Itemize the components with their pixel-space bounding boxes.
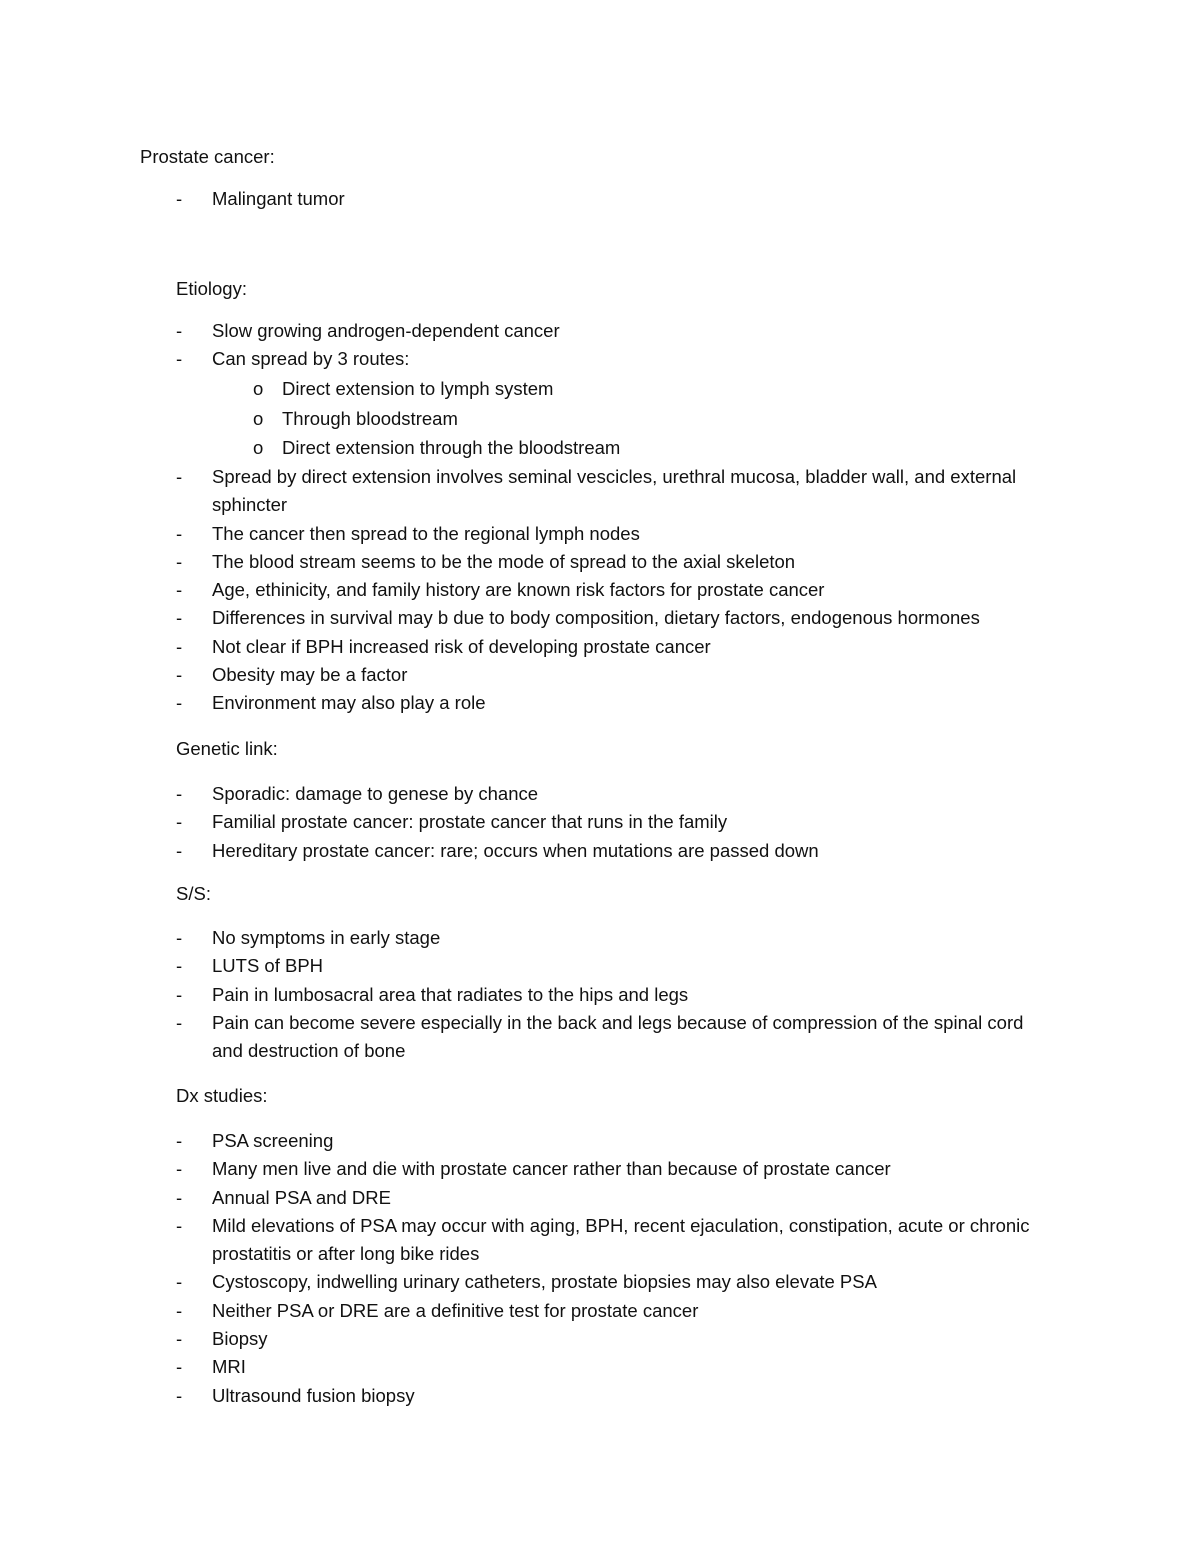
circle-bullet: o	[253, 407, 264, 429]
list-item: - Neither PSA or DRE are a definitive test for prostate cancer	[176, 1297, 1056, 1325]
dash-bullet: -	[176, 522, 183, 544]
list-item: - PSA screening	[176, 1127, 1056, 1155]
list-item: - Malingant tumor	[176, 185, 1056, 213]
list-item: - MRI	[176, 1353, 1056, 1381]
dash-bullet: -	[176, 1271, 183, 1293]
list-item: - Not clear if BPH increased risk of developing prostate cancer	[176, 633, 1056, 661]
section-heading-etiology: Etiology:	[176, 278, 247, 299]
list-item: - No symptoms in early stage	[176, 924, 1056, 952]
dash-bullet: -	[176, 1214, 183, 1236]
list-item: - The cancer then spread to the regional lymph nodes	[176, 520, 1056, 548]
list-item: - Familial prostate cancer: prostate cancer that runs in the family	[176, 808, 1056, 836]
dash-bullet: -	[176, 1328, 183, 1350]
dash-bullet: -	[176, 550, 183, 572]
list-item: - Biopsy	[176, 1325, 1056, 1353]
dash-bullet: -	[176, 188, 183, 209]
dash-bullet: -	[176, 320, 183, 341]
list-item: - Annual PSA and DRE	[176, 1184, 1056, 1212]
etiology-list	[176, 317, 1056, 374]
dash-bullet: -	[176, 664, 183, 686]
dash-bullet: -	[176, 1130, 183, 1151]
list-item: - Obesity may be a factor	[176, 661, 1056, 689]
list-item: - Spread by direct extension involves seminal vescicles, urethral mucosa, bladder wall, and external sphincter	[176, 463, 1056, 520]
dash-bullet: -	[176, 607, 183, 629]
dash-bullet: -	[176, 348, 183, 370]
sub-list-item: o Through bloodstream	[176, 404, 1056, 434]
dash-bullet: -	[176, 1384, 183, 1406]
dash-bullet: -	[176, 927, 183, 948]
list-item: - Age, ethinicity, and family history are known risk factors for prostate cancer	[176, 576, 1056, 604]
list-item: - Mild elevations of PSA may occur with aging, BPH, recent ejaculation, constipation, acute or chronic prostatitis or after long bike rides	[176, 1212, 1056, 1269]
dash-bullet: -	[176, 635, 183, 657]
sub-list-item: o Direct extension through the bloodstream	[176, 433, 1056, 463]
document-title: Prostate cancer:	[140, 146, 275, 167]
intro-list	[176, 185, 1056, 213]
dash-bullet: -	[176, 811, 183, 833]
etiology-sublist	[176, 374, 1056, 463]
list-item: - The blood stream seems to be the mode of spread to the axial skeleton	[176, 548, 1056, 576]
list-item: - LUTS of BPH	[176, 952, 1056, 980]
dash-bullet: -	[176, 1186, 183, 1208]
dash-bullet: -	[176, 1356, 183, 1378]
dash-bullet: -	[176, 1158, 183, 1180]
list-item: - Environment may also play a role	[176, 689, 1056, 717]
dash-bullet: -	[176, 1011, 183, 1033]
section-heading-dx-studies: Dx studies:	[176, 1085, 268, 1106]
list-item: - Many men live and die with prostate cancer rather than because of prostate cancer	[176, 1155, 1056, 1183]
dash-bullet: -	[176, 839, 183, 861]
genetic-list	[176, 780, 1056, 865]
list-item: - Differences in survival may b due to body composition, dietary factors, endogenous hormones	[176, 604, 1056, 632]
sub-list-item: o Direct extension to lymph system	[176, 374, 1056, 404]
circle-bullet: o	[253, 378, 264, 399]
etiology-list-continued	[176, 463, 1056, 718]
dash-bullet: -	[176, 579, 183, 601]
dx-studies-list	[176, 1127, 1056, 1410]
list-item: - Pain can become severe especially in the back and legs because of compression of the spinal cord and destruction of bone	[176, 1009, 1056, 1066]
circle-bullet: o	[253, 437, 264, 458]
list-item: - Slow growing androgen-dependent cancer	[176, 317, 1056, 345]
dash-bullet: -	[176, 783, 183, 804]
dash-bullet: -	[176, 1299, 183, 1321]
list-item: - Cystoscopy, indwelling urinary catheters, prostate biopsies may also elevate PSA	[176, 1268, 1056, 1296]
list-item: - Sporadic: damage to genese by chance	[176, 780, 1056, 808]
dash-bullet: -	[176, 466, 183, 487]
dash-bullet: -	[176, 692, 183, 714]
section-heading-signs-symptoms: S/S:	[176, 883, 211, 904]
dash-bullet: -	[176, 955, 183, 977]
dash-bullet: -	[176, 983, 183, 1005]
list-item: - Can spread by 3 routes:	[176, 345, 1056, 373]
section-heading-genetic-link: Genetic link:	[176, 738, 278, 759]
list-item: - Ultrasound fusion biopsy	[176, 1382, 1056, 1410]
list-item: - Pain in lumbosacral area that radiates to the hips and legs	[176, 981, 1056, 1009]
list-item: - Hereditary prostate cancer: rare; occurs when mutations are passed down	[176, 837, 1056, 865]
signs-symptoms-list	[176, 924, 1056, 1065]
